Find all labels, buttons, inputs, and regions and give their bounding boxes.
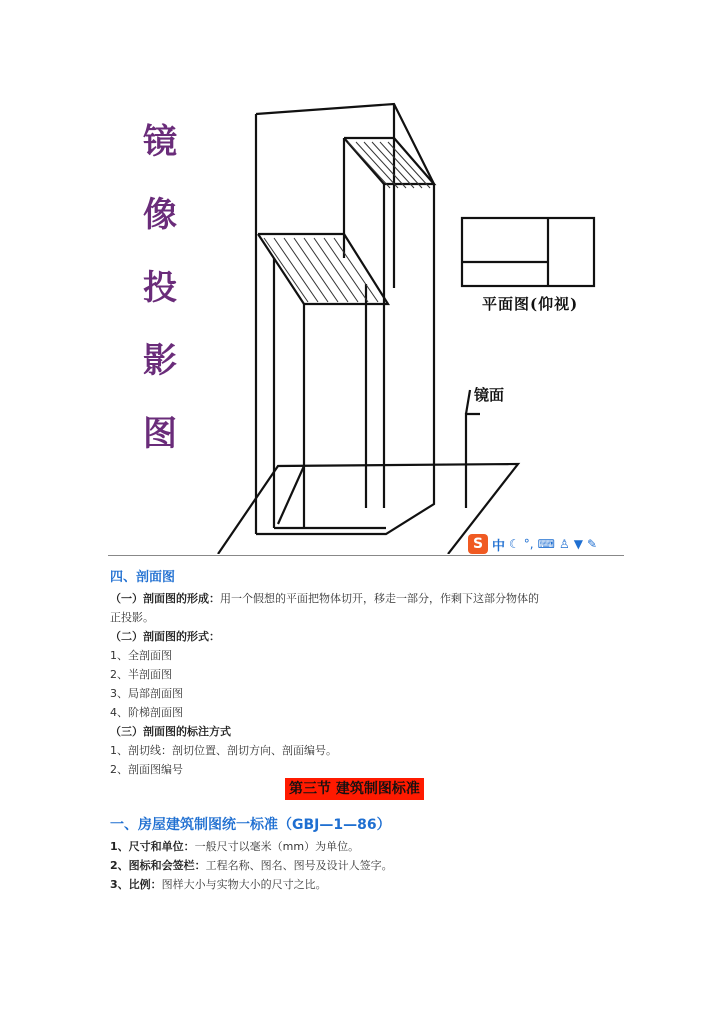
mirror-projection-figure <box>108 88 620 554</box>
standard-row <box>110 837 359 856</box>
row-text: 工程名称、图名、图号及设计人签字。 <box>205 859 393 872</box>
section-header: 第三节 建筑制图标准 <box>285 778 424 800</box>
moon-icon[interactable]: ☾ <box>509 537 520 551</box>
paragraph-text: 用一个假想的平面把物体切开，移走一部分，作剩下这部分物体的 <box>220 592 539 605</box>
title-char: 影 <box>143 341 177 381</box>
shirt-icon[interactable]: ▼ <box>573 537 583 551</box>
row-label: 3、比例： <box>110 878 162 891</box>
paragraph-continued: 正投影。 <box>110 611 154 624</box>
paragraph-label: （二）剖面图的形式： <box>110 630 220 643</box>
row-label: 2、图标和会签栏： <box>110 859 206 872</box>
list-item: 1、全剖面图 <box>110 649 172 662</box>
list-item: 2、半剖面图 <box>110 668 172 681</box>
title-char: 镜 <box>143 122 177 162</box>
title-char: 像 <box>143 195 177 235</box>
standard-row <box>110 875 327 894</box>
ime-language-indicator[interactable]: 中 <box>492 538 506 554</box>
vertical-figure-title <box>138 106 182 471</box>
ime-logo[interactable]: S <box>468 534 488 554</box>
list-item: 1、剖切线：剖切位置、剖切方向、剖面编号。 <box>110 744 337 757</box>
plan-view-drawing <box>462 218 594 286</box>
row-label: 1、尺寸和单位： <box>110 840 195 853</box>
part-heading: 一、房屋建筑制图统一标准（GBJ—1—86） <box>110 817 391 833</box>
title-char: 图 <box>143 414 177 454</box>
paragraph-label: （一）剖面图的形成： <box>110 592 220 605</box>
list-item: 2、剖面图编号 <box>110 763 183 776</box>
keyboard-icon[interactable]: ⌨ <box>537 537 555 551</box>
section-heading: 四、剖面图 <box>110 570 176 585</box>
row-text: 一般尺寸以毫米（mm）为单位。 <box>194 840 360 853</box>
plan-view-label: 平面图(仰视) <box>482 295 579 313</box>
list-item: 3、局部剖面图 <box>110 687 183 700</box>
figure-divider <box>108 555 624 556</box>
mirror-projection-drawing <box>108 88 620 554</box>
row-text: 图样大小与实物大小的尺寸之比。 <box>161 878 327 891</box>
paragraph-label: （三）剖面图的标注方式 <box>110 725 231 738</box>
list-item: 4、阶梯剖面图 <box>110 706 183 719</box>
user-icon[interactable]: ♙ <box>558 537 570 551</box>
comma-icon[interactable]: °, <box>523 537 534 551</box>
ime-toolbar <box>468 533 597 555</box>
standard-row <box>110 856 393 875</box>
mirror-label: 镜面 <box>474 386 505 404</box>
title-char: 投 <box>143 268 177 308</box>
wrench-icon[interactable]: ✎ <box>586 537 597 551</box>
paragraph <box>110 589 539 608</box>
